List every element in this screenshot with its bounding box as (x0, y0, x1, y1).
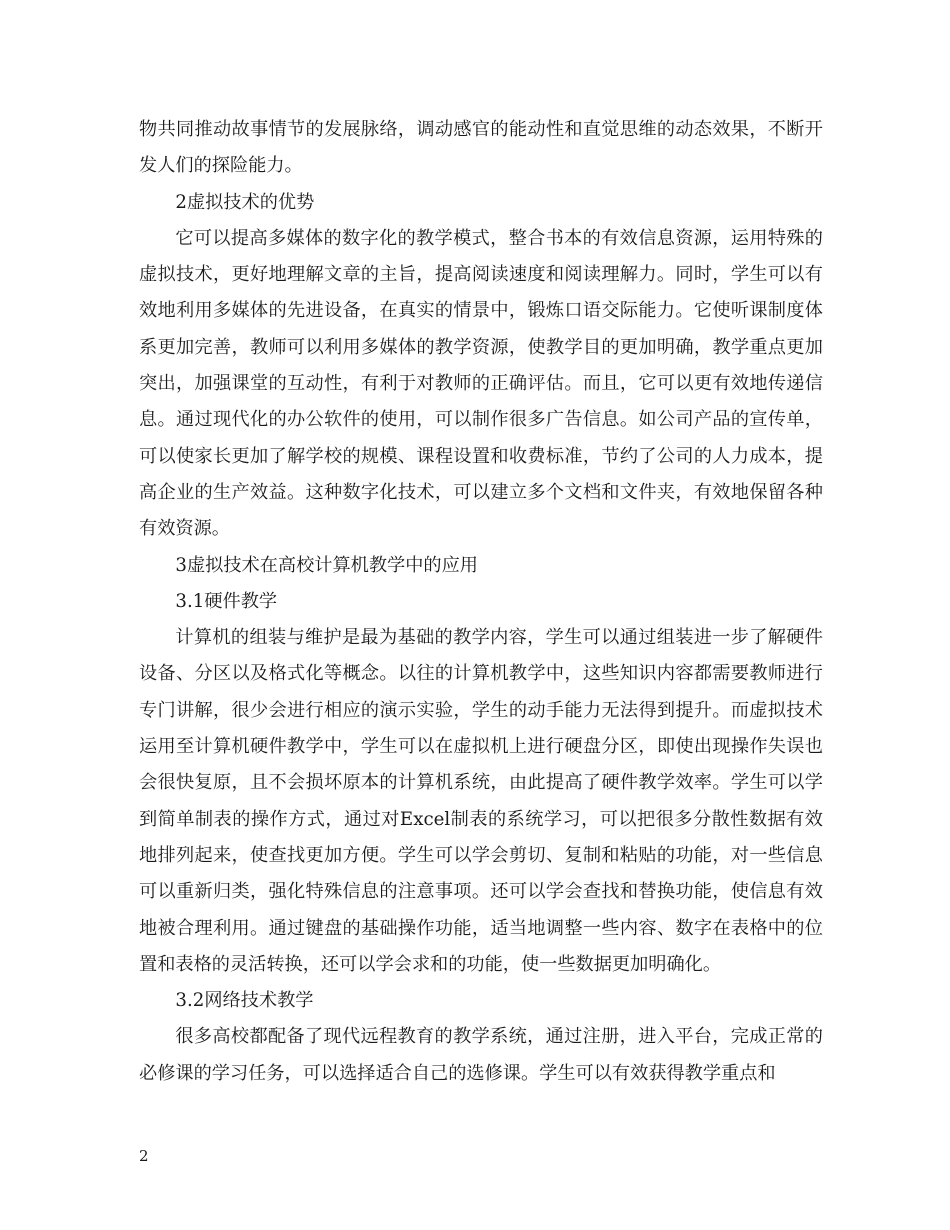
paragraph-network: 很多高校都配备了现代远程教育的教学系统，通过注册，进入平台，完成正常的必修课的学习任务，可以选择适合自己的选修课。学生可以有效获得教学重点和 (139, 1026, 823, 1084)
paragraph-advantages: 它可以提高多媒体的数字化的教学模式，整合书本的有效信息资源，运用特殊的虚拟技术，更好地理解文章的主旨，提高阅读速度和阅读理解力。同时，学生可以有效地利用多媒体的先进设备，在真实的情景中，锻炼口语交际能力。它使听课制度体系更加完善，教师可以利用多媒体的教学资源，使教学目的更加明确，教学重点更加突出，加强课堂的互动性，有利于对教师的正确评估。而且，它可以更有效地传递信息。通过现代化的办公软件的使用，可以制作很多广告信息。如公司产品的宣传单，可以使家长更加了解学校的规模、课程设置和收费标准，节约了公司的人力成本，提高企业的生产效益。这种数字化技术，可以建立多个文档和文件夹，有效地保留各种有效资源。 (139, 227, 823, 540)
paragraph-continuation: 物共同推动故事情节的发展脉络，调动感官的能动性和直觉思维的动态效果，不断开发人们的探险能力。 (139, 119, 823, 177)
page-number: 2 (139, 1147, 149, 1165)
subsection-heading-network: 3.2网络技术教学 (175, 990, 314, 1012)
section-heading-advantages: 2虚拟技术的优势 (175, 191, 315, 213)
subsection-heading-hardware: 3.1硬件教学 (175, 590, 278, 612)
document-body (139, 112, 823, 1092)
section-heading-application: 3虚拟技术在高校计算机教学中的应用 (175, 554, 478, 576)
paragraph-hardware: 计算机的组装与维护是最为基础的教学内容，学生可以通过组装进一步了解硬件设备、分区以及格式化等概念。以往的计算机教学中，这些知识内容都需要教师进行专门讲解，很少会进行相应的演示实验，学生的动手能力无法得到提升。而虚拟技术运用至计算机硬件教学中，学生可以在虚拟机上进行硬盘分区，即使出现操作失误也会很快复原，且不会损坏原本的计算机系统，由此提高了硬件教学效率。学生可以学到简单制表的操作方式，通过对Excel制表的系统学习，可以把很多分散性数据有效地排列起来，使查找更加方便。学生可以学会剪切、复制和粘贴的功能，对一些信息可以重新归类，强化特殊信息的注意事项。还可以学会查找和替换功能，使信息有效地被合理利用。通过键盘的基础操作功能，适当地调整一些内容、数字在表格中的位置和表格的灵活转换，还可以学会求和的功能，使一些数据更加明确化。 (139, 627, 823, 975)
